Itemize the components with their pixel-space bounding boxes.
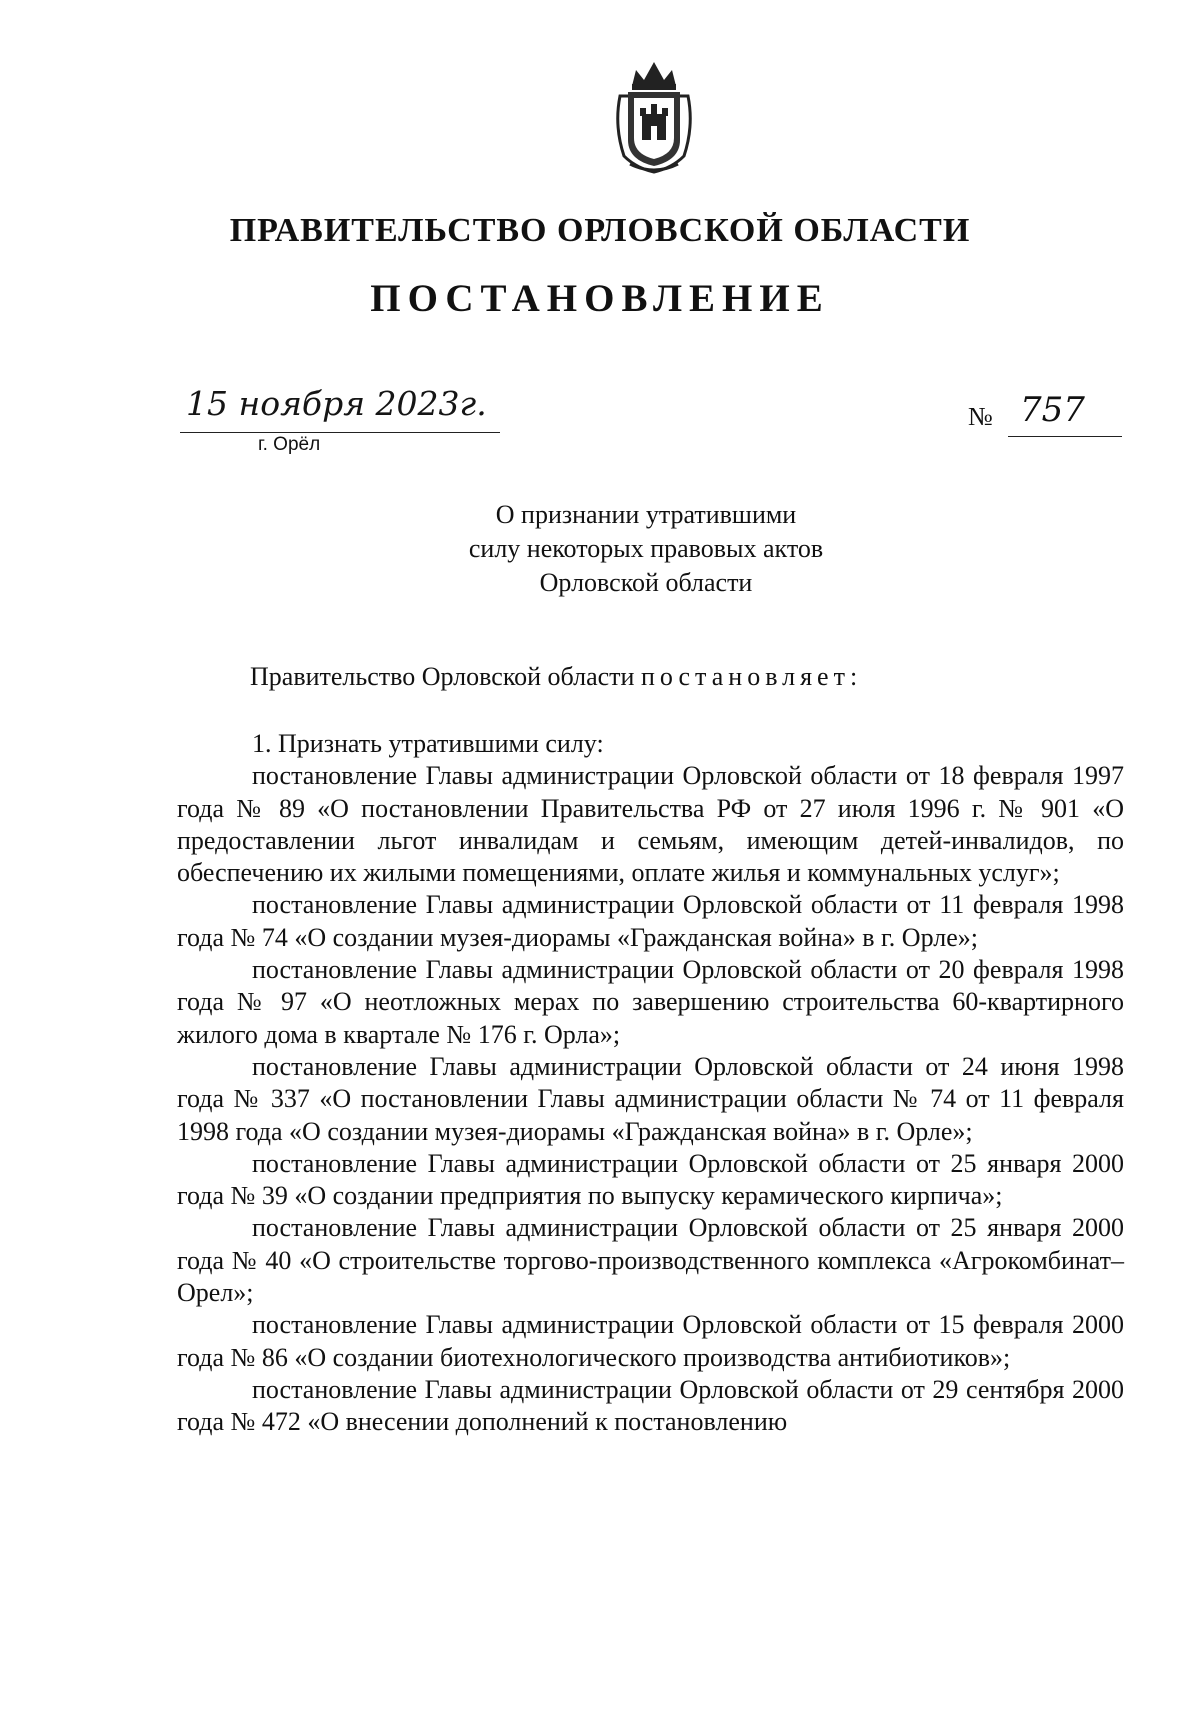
preamble-text: Правительство Орловской области: [250, 662, 641, 691]
subject-line: Орловской области: [539, 568, 753, 597]
organization-title: ПРАВИТЕЛЬСТВО ОРЛОВСКОЙ ОБЛАСТИ: [229, 212, 971, 249]
repealed-act-paragraph: постановление Главы администрации Орловской области от 24 июня 1998 года № 337 «О постановлении Главы администрации области № 74 от 11 февраля 1998 года «О создании музея-диорамы «Гражданская война» в г. Орле»;: [177, 1051, 1124, 1146]
number-sign-label: №: [968, 402, 993, 431]
document-number-field: [968, 390, 1122, 436]
subject-line: силу некоторых правовых актов: [468, 534, 824, 563]
subject-line: О признании утратившими: [495, 500, 797, 529]
repealed-act-paragraph: постановление Главы администрации Орловской области от 25 января 2000 года № 39 «О создании предприятия по выпуску керамического кирпича»;: [177, 1148, 1124, 1211]
handwritten-date: 15 ноября 2023г.: [186, 384, 487, 423]
repealed-act-paragraph: постановление Главы администрации Орловской области от 25 января 2000 года № 40 «О строительстве торгово-производственного комплекса «Агрокомбинат–Орел»;: [177, 1213, 1124, 1308]
document-body: [177, 728, 1124, 1439]
item-heading: 1. Признать утратившими силу:: [252, 729, 604, 758]
repealed-act-paragraph: постановление Главы администрации Орловской области от 20 февраля 1998 года № 97 «О неотложных мерах по завершению строительства 60-квартирного жилого дома в квартале № 176 г. Орла»;: [177, 955, 1124, 1049]
repealed-act-paragraph: постановление Главы администрации Орловской области от 18 февраля 1997 года № 89 «О постановлении Правительства РФ от 27 июля 1996 г. № 901 «О предоставлении льгот инвалидам и семьям, имеющим детей-инвалидов, по обеспечению их жилыми помещениями, оплате жилья и коммунальных услуг»;: [177, 761, 1124, 888]
document-subject: [0, 498, 1200, 600]
city-label: г. Орёл: [258, 434, 321, 455]
repealed-act-paragraph: постановление Главы администрации Орловской области от 15 февраля 2000 года № 86 «О создании биотехнологического производства антибиотиков»;: [177, 1310, 1124, 1372]
orel-oblast-coat-of-arms-icon: [610, 56, 698, 176]
document-type-heading: ПОСТАНОВЛЕНИЕ: [370, 277, 830, 320]
preamble-resolves: постановляет:: [640, 662, 863, 691]
number-underline: [1008, 436, 1122, 437]
repealed-act-paragraph: постановление Главы администрации Орловской области от 11 февраля 1998 года № 74 «О создании музея-диорамы «Гражданская война» в г. Орле»;: [177, 890, 1124, 952]
date-field: [180, 384, 500, 433]
preamble: [250, 662, 862, 692]
repealed-act-paragraph: постановление Главы администрации Орловской области от 29 сентября 2000 года № 472 «О внесении дополнений к постановлению: [177, 1374, 1124, 1437]
handwritten-number: 757: [1020, 390, 1085, 430]
